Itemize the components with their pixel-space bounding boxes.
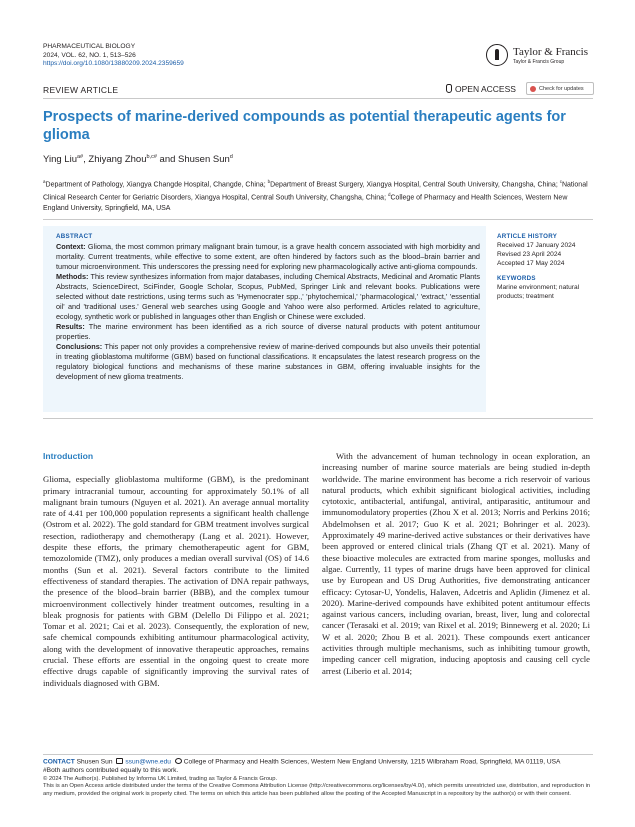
open-access-icon (446, 84, 452, 93)
intro-paragraph-1: Glioma, especially glioblastoma multiforme (GBM), is the predominant primary intracranial tumour, accounting for approximately 50.1% of all malignant brain tumours (Nguyen et al. 2021). An average annual mortality rate of 4.41 per 100,000 population represents a significant health challenge (Ostrom et al. 2022). The gold standard for GBM treatment involves surgical resection, radiotherapy and chemotherapy (Lang et al. 2021). However, despite these efforts, the primary chemotherapeutic agent for GBM, temozolomide (TMZ), only produces a median overall survival (OS) of 14.6 months (Sun et al. 2021). Several factors contribute to the limited effectiveness of standard therapies. The activation of DNA repair pathways, the presence of the blood–brain barrier (BBB), and the complex tumour microenvironment collectively hinder treatment outcomes, resulting in a bleak prognosis for patients with GBM (Delello Di Filippo et al. 2021; Tomar et al. 2021; Cai et al. 2023). Consequently, the exploration of new, safe chemical compounds exhibiting antitumour pharmacological activity, along with the development of innovative therapeutic approaches, remains crucial. These efforts are essential in the ongoing quest to create more effective drugs capable of significantly improving the survival rates of individuals diagnosed with GBM. (43, 474, 309, 688)
equal-contribution-note: #Both authors contributed equally to this work. (43, 767, 179, 775)
body-divider (43, 418, 593, 419)
received-date: Received 17 January 2024 (497, 242, 576, 249)
journal-name: PHARMACEUTICAL BIOLOGY (43, 43, 136, 50)
abstract-conclusions (56, 342, 480, 382)
keywords-heading: KEYWORDS (497, 275, 536, 282)
check-for-updates-button[interactable]: Check for updates (526, 82, 594, 95)
publisher-group: Taylor & Francis Group (513, 59, 565, 65)
author-sup: d (229, 154, 233, 160)
contact-email[interactable]: ssun@wne.edu (125, 758, 171, 766)
intro-paragraph-2: With the advancement of human technology in ocean exploration, an increasing number of marine source materials are being studied in-depth worldwide. The marine environment has become a rich reservoir of various natural products, which exhibit significant biological activities, including cytotoxic, antibacterial, antifungal, antiviral, antiparasitic, antitumour and immunomodulatory properties (Zhou X et al. 2013; Norris and Perkins 2016; Abdelmohsen et al. 2017; Guo K et al. 2021; Bohringer et al. 2023). Approximately 49 marine-derived active substances or their derivatives have been approved or entered clinical trials (Zhang QT et al. 2021). Many of these bioactive molecules are extracted from marine sponges, mollusks and algae. Currently, 11 types of marine drugs have been approved for clinical use by European and US Drug Authorities, five demonstrating anticancer efficacy: Cytosar-U, Yondelis, Halaven, Adcetris and Aplidin (Jimenez et al. 2020). Marine-derived compounds have exhibited potent antitumour effects against various cancers, including ovarian, breast, liver, lung and colorectal cancer (Terasaki et al. 2019; van Rixel et al. 2019; Binnewerg et al. 2020; Li W et al. 2020; Zhou B et al. 2021). These compounds exert anticancer activities through multiple mechanisms, such as inhibiting tumour growth, impeding cancer cell migration, inducing apoptosis and causing cell cycle arrest (Liberio et al. 2014; (322, 451, 590, 676)
contact-address: College of Pharmacy and Health Sciences, Western New England University, 1215 Wilbraham Road, Springfield, MA 01119, USA (183, 758, 561, 766)
article-history (497, 232, 597, 301)
contact-name: Shusen Sun (76, 758, 113, 766)
abstract-methods (56, 272, 480, 322)
article-type: REVIEW ARTICLE (43, 85, 119, 95)
open-access-label: OPEN ACCESS (455, 84, 516, 94)
journal-volume: 2024, VOL. 62, NO. 1, 513–526 (43, 51, 136, 59)
affiliation: College of Pharmacy and Health Sciences, Western New England University, Springfield, MA, USA (43, 194, 568, 212)
affiliation: Department of Pathology, Xiangya Changde Hospital, Changde, China; (45, 181, 268, 189)
affiliation: National Clinical Research Center for Geriatric Disorders, Xiangya Hospital, Central South University, Changsha, China; (43, 181, 588, 202)
affil-sup: d (387, 192, 391, 198)
author-name[interactable]: Shusen Sun (178, 154, 230, 166)
footer-divider (43, 754, 593, 755)
license-text: This is an Open Access article distributed under the terms of the Creative Commons Attribution License (http://creativecommons.org/licenses/by/4.0/), which permits unrestricted use, distribution, and reproduction in any medium, provided the original work is properly cited. The terms on which this article has been published allow the posting of the Accepted Manuscript in a repository by the author(s) or with their consent. (43, 783, 591, 797)
accepted-date: Accepted 17 May 2024 (497, 260, 565, 267)
author-sup: a# (76, 154, 84, 160)
header-divider (43, 98, 593, 99)
author-sup: b,c# (146, 154, 157, 160)
contact-label: CONTACT (43, 758, 75, 766)
revised-date: Revised 23 April 2024 (497, 251, 562, 258)
abstract-context (56, 242, 480, 272)
journal-header (43, 43, 184, 69)
abstract-label: Context: (56, 242, 86, 251)
abstract-label: Results: (56, 322, 85, 331)
abstract-divider (43, 219, 593, 220)
affiliation: Department of Breast Surgery, Xiangya Hospital, Central South University, Changsha, China; (270, 181, 560, 189)
abstract-label: Methods: (56, 272, 89, 281)
author-list: Ying Liu$^{a\#}$, Zhiyang Zhou$^{b,c\#}$ and Shusen Sun$^d$ (43, 154, 233, 166)
abstract (56, 232, 480, 382)
doi-link[interactable]: https://doi.org/10.1080/13880209.2024.2359659 (43, 60, 184, 68)
section-heading-introduction: Introduction (43, 451, 94, 461)
abstract-results (56, 322, 480, 342)
abstract-heading: ABSTRACT (56, 233, 93, 240)
affiliations (43, 177, 593, 214)
column-right (322, 451, 590, 677)
contact-line (43, 758, 593, 767)
footer (43, 758, 593, 798)
abstract-text: This review synthesizes information from major databases, including Chemical Abstracts, Medicinal and Aromatic Plants Abstracts, ScienceDirect, SciFinder, Google Scholar, Scopus, PubMed, Springer Link and relevant books. Publications were selected without date restrictions, using terms such as 'Hymenocrater spp.,' 'phytochemical,' 'pharmacological,' 'extract,' 'essential oil' and 'traditional uses.' General web searches using Google and Yahoo were also performed. Articles related to agriculture, ecology, synthetic work or published in languages other than English or Chinese were excluded. (56, 272, 480, 321)
article-title: Prospects of marine-derived compounds as potential therapeutic agents for glioma (43, 109, 566, 143)
publisher-logo[interactable] (486, 44, 596, 70)
abstract-label: Conclusions: (56, 342, 103, 351)
history-heading: ARTICLE HISTORY (497, 233, 558, 240)
address-icon (175, 758, 182, 764)
open-access-badge (446, 84, 516, 94)
column-left (43, 451, 309, 689)
abstract-text: This paper not only provides a comprehensive review of marine-derived compounds but also unveils their potential in treating glioblastoma multiforme (GBM) based on functional classifications. It encapsulates the latest research progress on the regulatory biological functions and mechanisms of these marine substances in GBM, offering invaluable insights for the development of new glioma treatments. (56, 342, 480, 381)
author-name[interactable]: Zhiyang Zhou (88, 154, 147, 166)
affil-sup: a (43, 179, 46, 184)
affil-sup: c (559, 179, 562, 184)
abstract-text: Glioma, the most common primary malignant brain tumour, is a grave health concern associated with high morbidity and mortality. Current treatments, while effective to some extent, are often hindered by factors such as the blood–brain barrier and tumour microenvironment. This underscores the pressing need for exploring new pharmacologically active anti-glioma compounds. (56, 242, 480, 271)
affil-sup: b (267, 179, 271, 184)
email-icon (116, 758, 123, 764)
keywords-text: Marine environment; natural products; treatment (497, 284, 580, 300)
copyright: © 2024 The Author(s). Published by Informa UK Limited, trading as Taylor & Francis Group. (43, 775, 278, 782)
publisher-name: Taylor & Francis (513, 46, 588, 58)
taylor-francis-logo-icon (486, 44, 508, 66)
abstract-text: The marine environment has been identified as a rich source of diverse natural products with potent antitumour properties. (56, 322, 480, 341)
author-name[interactable]: Ying Liu (43, 154, 77, 166)
